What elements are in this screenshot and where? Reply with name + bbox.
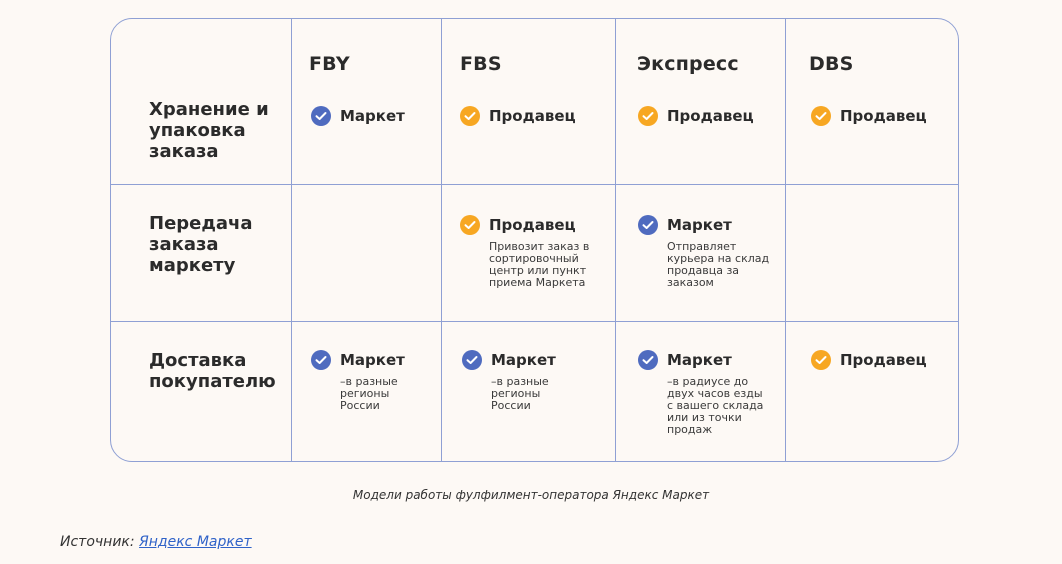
party-label: Продавец <box>489 216 576 234</box>
fulfillment-models-table <box>110 18 959 462</box>
row-header-storage: Хранение и упаковка заказа <box>149 99 269 162</box>
cell-storage-fby <box>311 106 405 126</box>
party-label: Маркет <box>340 107 405 125</box>
cell-storage-express <box>638 106 754 126</box>
cell-note: –в разные регионы России <box>491 375 549 412</box>
divider <box>111 184 958 185</box>
source-link[interactable]: Яндекс Маркет <box>139 534 252 550</box>
column-header-fby: FBY <box>309 53 350 75</box>
divider <box>441 19 442 461</box>
source-label: Источник: <box>60 534 135 550</box>
checkmark-icon <box>638 350 658 370</box>
checkmark-icon <box>638 106 658 126</box>
party-label: Продавец <box>840 351 927 369</box>
column-header-fbs: FBS <box>460 53 502 75</box>
party-label: Продавец <box>489 107 576 125</box>
cell-note: Отправляет курьера на склад продавца за заказом <box>667 240 770 289</box>
checkmark-icon <box>311 106 331 126</box>
divider <box>615 19 616 461</box>
divider <box>111 321 958 322</box>
party-label: Продавец <box>667 107 754 125</box>
cell-delivery-express <box>638 350 788 436</box>
cell-delivery-fby <box>311 350 431 412</box>
cell-handover-fbs <box>460 215 610 289</box>
cell-storage-fbs <box>460 106 576 126</box>
party-label: Маркет <box>667 351 732 369</box>
checkmark-icon <box>638 215 658 235</box>
cell-note: –в разные регионы России <box>340 375 398 412</box>
cell-note: Привозит заказ в сортировочный центр или пункт приема Маркета <box>489 240 590 289</box>
cell-storage-dbs <box>811 106 927 126</box>
party-label: Продавец <box>840 107 927 125</box>
cell-handover-express <box>638 215 788 289</box>
party-label: Маркет <box>340 351 405 369</box>
cell-delivery-fbs <box>462 350 602 412</box>
column-header-express: Экспресс <box>637 53 739 75</box>
row-header-delivery: Доставка покупателю <box>149 350 276 392</box>
checkmark-icon <box>460 106 480 126</box>
checkmark-icon <box>460 215 480 235</box>
cell-delivery-dbs <box>811 350 927 370</box>
checkmark-icon <box>811 106 831 126</box>
column-header-dbs: DBS <box>809 53 854 75</box>
party-label: Маркет <box>491 351 556 369</box>
party-label: Маркет <box>667 216 732 234</box>
source-line <box>60 534 252 550</box>
checkmark-icon <box>311 350 331 370</box>
cell-note: –в радиусе до двух часов езды с вашего склада или из точки продаж <box>667 375 764 436</box>
table-caption: Модели работы фулфилмент-оператора Яндекс Маркет <box>352 488 710 502</box>
checkmark-icon <box>462 350 482 370</box>
checkmark-icon <box>811 350 831 370</box>
divider <box>291 19 292 461</box>
row-header-handover: Передача заказа маркету <box>149 213 253 276</box>
